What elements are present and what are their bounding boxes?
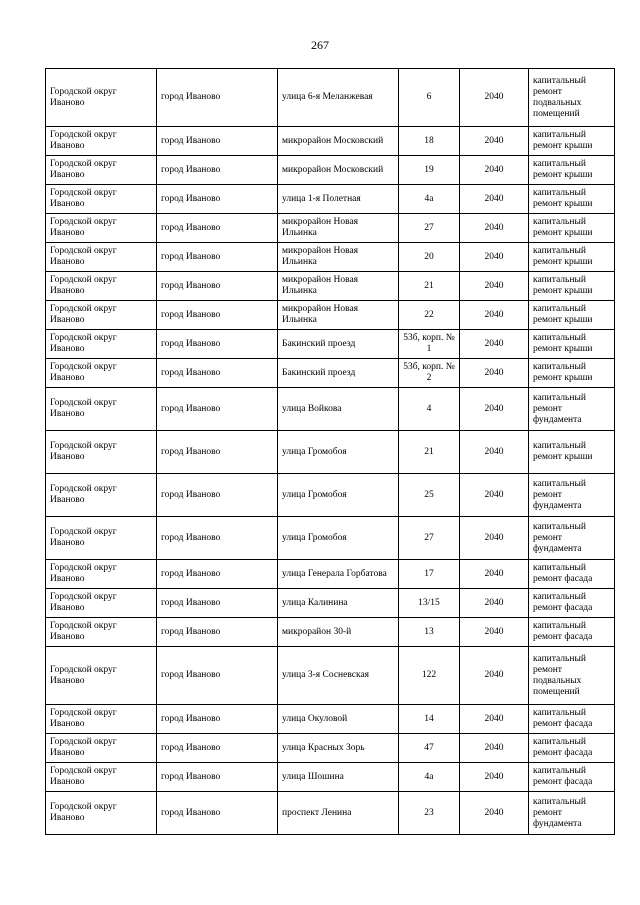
table-row (46, 792, 615, 835)
table-row (46, 474, 615, 517)
work-cell: капитальный ремонт фасада (529, 560, 615, 589)
house-cell: 4а (399, 185, 460, 214)
street-cell: улица Шошина (278, 763, 399, 792)
street-cell: микрорайон Новая Ильинка (278, 301, 399, 330)
house-cell: 47 (399, 734, 460, 763)
year-cell: 2040 (460, 243, 529, 272)
table-row (46, 647, 615, 705)
year-cell: 2040 (460, 156, 529, 185)
table-row (46, 214, 615, 243)
street-cell: микрорайон Новая Ильинка (278, 243, 399, 272)
okrug-cell: Городской округ Иваново (46, 185, 157, 214)
house-cell: 19 (399, 156, 460, 185)
work-cell: капитальный ремонт фасада (529, 705, 615, 734)
okrug-cell: Городской округ Иваново (46, 517, 157, 560)
year-cell: 2040 (460, 560, 529, 589)
table-row (46, 156, 615, 185)
street-cell: улица Громобоя (278, 517, 399, 560)
work-cell: капитальный ремонт крыши (529, 301, 615, 330)
street-cell: улица Калинина (278, 589, 399, 618)
work-cell: капитальный ремонт крыши (529, 127, 615, 156)
city-cell: город Иваново (157, 127, 278, 156)
house-cell: 14 (399, 705, 460, 734)
house-cell: 4а (399, 763, 460, 792)
city-cell: город Иваново (157, 243, 278, 272)
work-cell: капитальный ремонт подвальных помещений (529, 647, 615, 705)
house-cell: 122 (399, 647, 460, 705)
work-cell: капитальный ремонт крыши (529, 431, 615, 474)
street-cell: микрорайон Новая Ильинка (278, 214, 399, 243)
table-row (46, 589, 615, 618)
house-cell: 6 (399, 69, 460, 127)
city-cell: город Иваново (157, 359, 278, 388)
table-row (46, 127, 615, 156)
work-cell: капитальный ремонт фасада (529, 618, 615, 647)
city-cell: город Иваново (157, 589, 278, 618)
street-cell: улица Войкова (278, 388, 399, 431)
city-cell: город Иваново (157, 705, 278, 734)
street-cell: улица Окуловой (278, 705, 399, 734)
street-cell: Бакинский проезд (278, 330, 399, 359)
okrug-cell: Городской округ Иваново (46, 156, 157, 185)
house-cell: 27 (399, 214, 460, 243)
work-cell: капитальный ремонт крыши (529, 156, 615, 185)
okrug-cell: Городской округ Иваново (46, 589, 157, 618)
table-row (46, 359, 615, 388)
house-cell: 13 (399, 618, 460, 647)
city-cell: город Иваново (157, 734, 278, 763)
year-cell: 2040 (460, 69, 529, 127)
house-cell: 23 (399, 792, 460, 835)
house-cell: 21 (399, 272, 460, 301)
okrug-cell: Городской округ Иваново (46, 359, 157, 388)
year-cell: 2040 (460, 474, 529, 517)
street-cell: улица 6-я Меланжевая (278, 69, 399, 127)
city-cell: город Иваново (157, 431, 278, 474)
city-cell: город Иваново (157, 272, 278, 301)
table-row (46, 560, 615, 589)
street-cell: улица Красных Зорь (278, 734, 399, 763)
registry-table-body (46, 69, 615, 835)
work-cell: капитальный ремонт фундамента (529, 792, 615, 835)
okrug-cell: Городской округ Иваново (46, 647, 157, 705)
year-cell: 2040 (460, 330, 529, 359)
work-cell: капитальный ремонт крыши (529, 185, 615, 214)
street-cell: микрорайон 30-й (278, 618, 399, 647)
work-cell: капитальный ремонт фасада (529, 734, 615, 763)
table-row (46, 618, 615, 647)
table-row (46, 763, 615, 792)
street-cell: микрорайон Московский (278, 156, 399, 185)
street-cell: улица Громобоя (278, 431, 399, 474)
work-cell: капитальный ремонт фасада (529, 763, 615, 792)
city-cell: город Иваново (157, 792, 278, 835)
house-cell: 13/15 (399, 589, 460, 618)
year-cell: 2040 (460, 792, 529, 835)
table-row (46, 734, 615, 763)
house-cell: 27 (399, 517, 460, 560)
okrug-cell: Городской округ Иваново (46, 69, 157, 127)
registry-table (45, 68, 615, 835)
city-cell: город Иваново (157, 388, 278, 431)
street-cell: улица Генерала Горбатова (278, 560, 399, 589)
work-cell: капитальный ремонт подвальных помещений (529, 69, 615, 127)
work-cell: капитальный ремонт фундамента (529, 388, 615, 431)
work-cell: капитальный ремонт фундамента (529, 517, 615, 560)
work-cell: капитальный ремонт крыши (529, 359, 615, 388)
year-cell: 2040 (460, 272, 529, 301)
city-cell: город Иваново (157, 618, 278, 647)
year-cell: 2040 (460, 214, 529, 243)
city-cell: город Иваново (157, 517, 278, 560)
city-cell: город Иваново (157, 474, 278, 517)
city-cell: город Иваново (157, 301, 278, 330)
house-cell: 53б, корп. № 2 (399, 359, 460, 388)
okrug-cell: Городской округ Иваново (46, 431, 157, 474)
house-cell: 21 (399, 431, 460, 474)
year-cell: 2040 (460, 734, 529, 763)
city-cell: город Иваново (157, 156, 278, 185)
table-row (46, 431, 615, 474)
street-cell: проспект Ленина (278, 792, 399, 835)
house-cell: 18 (399, 127, 460, 156)
page-number: 267 (311, 38, 329, 52)
year-cell: 2040 (460, 517, 529, 560)
okrug-cell: Городской округ Иваново (46, 330, 157, 359)
work-cell: капитальный ремонт фасада (529, 589, 615, 618)
okrug-cell: Городской округ Иваново (46, 214, 157, 243)
house-cell: 17 (399, 560, 460, 589)
table-row (46, 388, 615, 431)
year-cell: 2040 (460, 301, 529, 330)
table-row (46, 705, 615, 734)
house-cell: 4 (399, 388, 460, 431)
work-cell: капитальный ремонт крыши (529, 243, 615, 272)
year-cell: 2040 (460, 589, 529, 618)
street-cell: улица 1-я Полетная (278, 185, 399, 214)
okrug-cell: Городской округ Иваново (46, 792, 157, 835)
work-cell: капитальный ремонт крыши (529, 272, 615, 301)
city-cell: город Иваново (157, 647, 278, 705)
city-cell: город Иваново (157, 69, 278, 127)
okrug-cell: Городской округ Иваново (46, 705, 157, 734)
year-cell: 2040 (460, 359, 529, 388)
table-row (46, 330, 615, 359)
okrug-cell: Городской округ Иваново (46, 734, 157, 763)
city-cell: город Иваново (157, 185, 278, 214)
city-cell: город Иваново (157, 763, 278, 792)
street-cell: Бакинский проезд (278, 359, 399, 388)
city-cell: город Иваново (157, 560, 278, 589)
street-cell: микрорайон Новая Ильинка (278, 272, 399, 301)
year-cell: 2040 (460, 647, 529, 705)
year-cell: 2040 (460, 185, 529, 214)
house-cell: 53б, корп. № 1 (399, 330, 460, 359)
okrug-cell: Городской округ Иваново (46, 763, 157, 792)
street-cell: улица Громобоя (278, 474, 399, 517)
okrug-cell: Городской округ Иваново (46, 272, 157, 301)
okrug-cell: Городской округ Иваново (46, 560, 157, 589)
table-row (46, 185, 615, 214)
table-row (46, 69, 615, 127)
table-row (46, 243, 615, 272)
table-row (46, 272, 615, 301)
city-cell: город Иваново (157, 330, 278, 359)
year-cell: 2040 (460, 705, 529, 734)
table-row (46, 517, 615, 560)
okrug-cell: Городской округ Иваново (46, 127, 157, 156)
year-cell: 2040 (460, 763, 529, 792)
work-cell: капитальный ремонт крыши (529, 214, 615, 243)
okrug-cell: Городской округ Иваново (46, 388, 157, 431)
okrug-cell: Городской округ Иваново (46, 474, 157, 517)
year-cell: 2040 (460, 127, 529, 156)
street-cell: улица 3-я Сосневская (278, 647, 399, 705)
house-cell: 20 (399, 243, 460, 272)
okrug-cell: Городской округ Иваново (46, 618, 157, 647)
work-cell: капитальный ремонт крыши (529, 330, 615, 359)
okrug-cell: Городской округ Иваново (46, 301, 157, 330)
house-cell: 25 (399, 474, 460, 517)
street-cell: микрорайон Московский (278, 127, 399, 156)
house-cell: 22 (399, 301, 460, 330)
work-cell: капитальный ремонт фундамента (529, 474, 615, 517)
year-cell: 2040 (460, 431, 529, 474)
city-cell: город Иваново (157, 214, 278, 243)
table-row (46, 301, 615, 330)
okrug-cell: Городской округ Иваново (46, 243, 157, 272)
year-cell: 2040 (460, 618, 529, 647)
year-cell: 2040 (460, 388, 529, 431)
